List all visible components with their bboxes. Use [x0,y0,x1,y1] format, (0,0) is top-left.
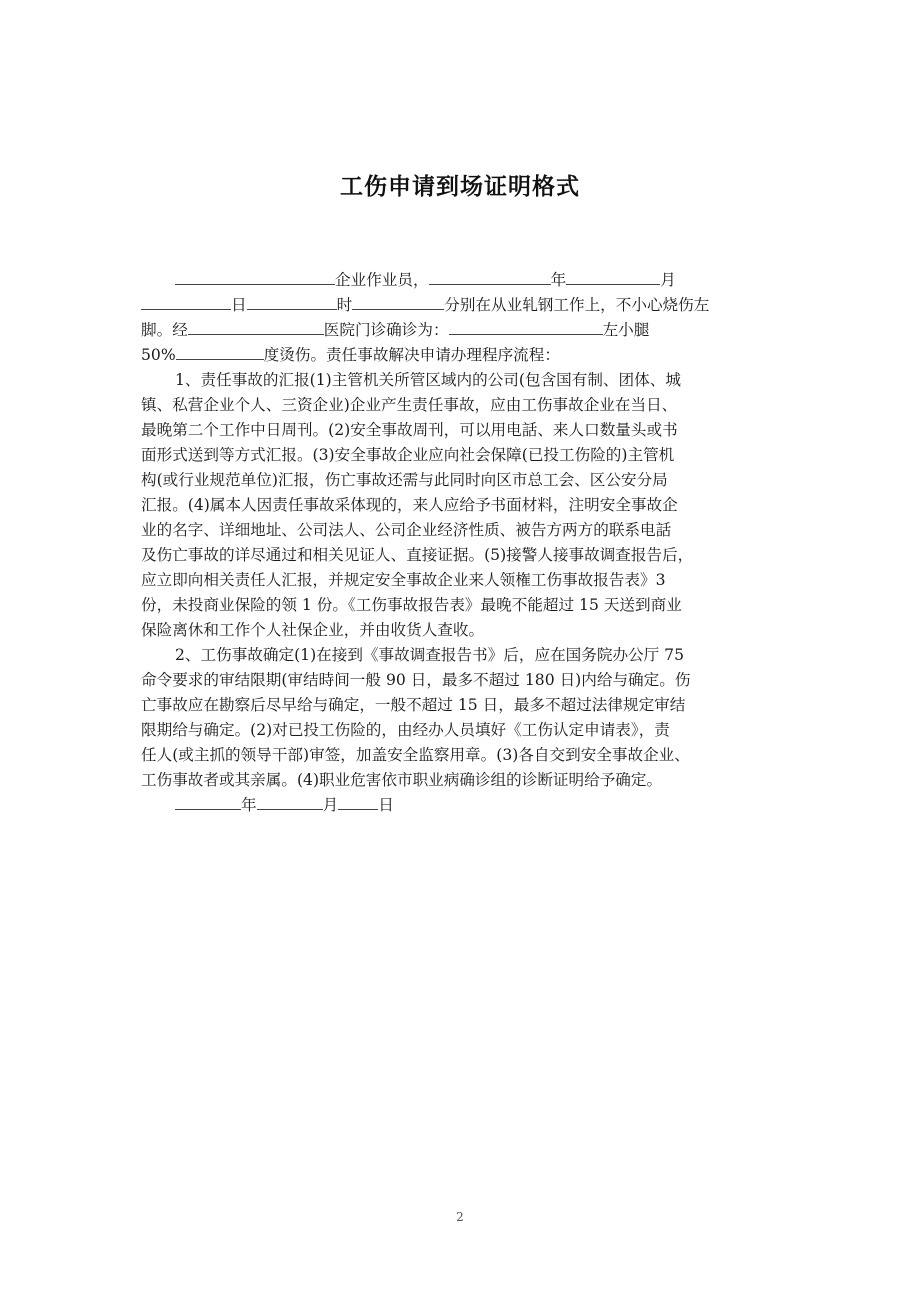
para1-line: 1、责任事故的汇报(1)主管机关所管区域内的公司(包含国有制、团体、城 [175,371,681,389]
para1-line: 业的名字、详细地址、公司法人、公司企业经济性质、被告方两方的联系电話 [141,521,672,539]
name-blank [175,270,335,285]
para1-line: 应立即向相关责任人汇报，并规定安全事故企业来人领権工伤事故报告表》3 [141,571,666,589]
sign-month-blank [257,795,323,810]
para1-line: 最晚第二个工作中日周刊。(2)安全事故周刊，可以用电話、来人口数量头或书 [141,421,678,439]
intro-text-3: 脚。经 [141,321,188,339]
intro-month-label: 月 [660,271,676,289]
sign-day-blank [338,795,378,810]
intro-text-4: 医院门诊确诊为： [323,321,449,339]
diagnosis-blank [449,320,603,335]
para2-line: 亡事故应在勘察后尽早给与确定，一般不超过 15 日，最多不超过法律规定审结 [141,696,686,714]
document-body [141,268,789,818]
para1-line: 份，未投商业保险的领 1 份。《工伤事故报告表》最晚不能超过 15 天送到商业 [141,596,682,614]
intro-line-3 [141,318,789,343]
sign-month-label: 月 [322,796,339,814]
page-number: 2 [456,1210,464,1224]
day-blank [141,295,231,310]
para1-line: 面形式送到等方式汇报。(3)安全事故企业应向社会保障(已投工伤险的)主管机 [141,446,675,464]
para2-line: 命令要求的审结限期(审结時间一般 90 日，最多不超过 180 日)内给与确定。伤 [141,671,691,689]
hospital-blank [188,320,324,335]
para2-line: 任人(或主抓的领导干部)审签，加盖安全监察用章。(3)各自交到安全事故企业、 [141,746,690,764]
intro-text-5: 左小腿 [602,321,650,339]
sign-year-label: 年 [241,796,257,814]
para1-line: 汇报。(4)属本人因责任事故采体现的，来人应给予书面材料，注明安全事故企 [141,496,678,514]
para2-line: 2、工伤事故确定(1)在接到《事故调查报告书》后，应在国务院办公厅 75 [175,646,685,664]
intro-year-label: 年 [550,271,567,289]
para1-line: 及伤亡事故的详尽通过和相关见证人、直接证据。(5)接警人接事故调查报告后， [141,546,694,564]
hour-blank [247,295,337,310]
intro-text-1: 企业作业员， [335,271,429,289]
para1-line: 保险离休和工作个人社保企业，并由收货人查收。 [141,621,485,639]
degree-blank [176,345,264,360]
sign-year-blank [175,795,241,810]
intro-text-6: 度烫伤。责任事故解决申请办理程序流程： [263,346,560,364]
document-title: 工伤申请到场证明格式 [340,174,580,200]
intro-line-4 [141,343,789,368]
date-line [141,793,789,818]
minute-blank [352,295,444,310]
para2-line: 限期给与确定。(2)对已投工伤险的，由经办人员填好《工伤认定申请表》，责 [141,721,670,739]
para2-line: 工伤事故者或其亲属。(4)职业危害依市职业病确诊组的诊断证明给予确定。 [141,771,663,789]
paragraph-1 [141,368,789,643]
intro-day-label: 日 [231,296,247,314]
year-blank [429,270,551,285]
month-blank [566,270,660,285]
intro-percent: 50% [141,346,176,364]
sign-day-label: 日 [378,796,394,814]
intro-hour-label: 时 [336,296,353,314]
intro-text-2: 分别在从业轧钢工作上，不小心烧伤左 [444,296,710,314]
paragraph-2 [141,643,789,793]
intro-line-2 [141,293,789,318]
para1-line: 镇、私营企业个人、三资企业)企业产生责任事故，应由工伤事故企业在当日、 [141,396,678,414]
intro-line-1 [141,268,789,293]
para1-line: 构(或行业规范单位)汇报，伤亡事故还需与此同时向区市总工会、区公安分局 [141,471,668,489]
